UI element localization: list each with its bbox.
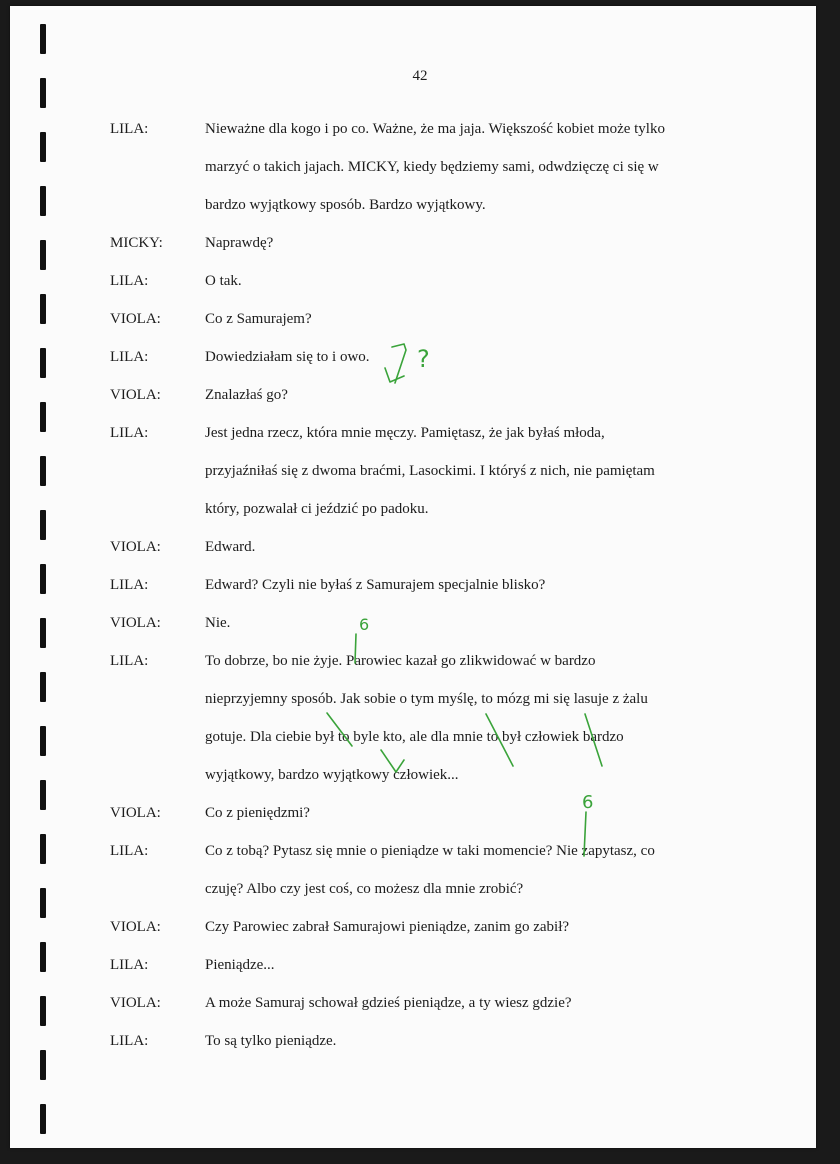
dialogue-row (0, 148, 840, 186)
dialogue-row (0, 566, 840, 604)
dialogue-row (0, 300, 840, 338)
dialogue-row (0, 832, 840, 870)
speaker-name: MICKY: (110, 235, 163, 251)
dialogue-line: Co z Samurajem? (205, 311, 312, 327)
dialogue-line: bardzo wyjątkowy sposób. Bardzo wyjątkowy. (205, 197, 486, 213)
dialogue-line: wyjątkowy, bardzo wyjątkowy człowiek... (205, 767, 459, 783)
dialogue-line: O tak. (205, 273, 242, 289)
dialogue-row (0, 338, 840, 376)
dialogue-row (0, 984, 840, 1022)
dialogue-row (0, 452, 840, 490)
speaker-name: VIOLA: (110, 311, 161, 327)
speaker-name: VIOLA: (110, 919, 161, 935)
dialogue-row (0, 908, 840, 946)
speaker-name: VIOLA: (110, 387, 161, 403)
dialogue-row (0, 1022, 840, 1060)
dialogue-row (0, 756, 840, 794)
dialogue-line: Pieniądze... (205, 957, 275, 973)
dialogue-row (0, 224, 840, 262)
dialogue-row (0, 870, 840, 908)
speaker-name: LILA: (110, 1033, 149, 1049)
dialogue-line: Nie. (205, 615, 231, 631)
dialogue-row (0, 490, 840, 528)
dialogue-line: Nieważne dla kogo i po co. Ważne, że ma jaja. Większość kobiet może tylko (205, 121, 665, 137)
correction-six-mark: 6 (359, 615, 370, 634)
speaker-name: VIOLA: (110, 805, 161, 821)
dialogue-line: To są tylko pieniądze. (205, 1033, 337, 1049)
dialogue-row (0, 262, 840, 300)
dialogue-row (0, 186, 840, 224)
dialogue-line: nieprzyjemny sposób. Jak sobie o tym myślę, to mózg mi się lasuje z żalu (205, 691, 648, 707)
page-number: 42 (412, 68, 428, 84)
correction-question-mark: ? (417, 345, 430, 373)
dialogue-row (0, 110, 840, 148)
dialogue-line: marzyć o takich jajach. MICKY, kiedy będziemy sami, odwdzięczę ci się w (205, 159, 659, 175)
correction-six-mark-2: 6 (582, 792, 594, 813)
dialogue-line: Edward. (205, 539, 256, 555)
dialogue-line: A może Samuraj schował gdzieś pieniądze, a ty wiesz gdzie? (205, 995, 572, 1011)
dialogue-line: To dobrze, bo nie żyje. Parowiec kazał go zlikwidować w bardzo (205, 653, 596, 669)
speaker-name: LILA: (110, 653, 149, 669)
dialogue-line: Co z pieniędzmi? (205, 805, 310, 821)
dialogue-line: gotuje. Dla ciebie był to byle kto, ale dla mnie to był człowiek bardzo (205, 729, 624, 745)
dialogue-row (0, 376, 840, 414)
dialogue-line: czuję? Albo czy jest coś, co możesz dla mnie zrobić? (205, 881, 524, 897)
dialogue-row (0, 642, 840, 680)
dialogue-row (0, 718, 840, 756)
dialogue-line: Co z tobą? Pytasz się mnie o pieniądze w taki momencie? Nie zapytasz, co (205, 843, 655, 859)
speaker-name: LILA: (110, 349, 149, 365)
binding-hole (40, 1104, 46, 1134)
dialogue-line: przyjaźniłaś się z dwoma braćmi, Lasockimi. I któryś z nich, nie pamiętam (205, 463, 655, 479)
dialogue-line: Czy Parowiec zabrał Samurajowi pieniądze, zanim go zabił? (205, 919, 570, 935)
speaker-name: VIOLA: (110, 995, 161, 1011)
dialogue-line: który, pozwalał ci jeździć po padoku. (205, 501, 429, 517)
dialogue-row (0, 946, 840, 984)
speaker-name: LILA: (110, 957, 149, 973)
speaker-name: LILA: (110, 121, 149, 137)
dialogue-line: Edward? Czyli nie byłaś z Samurajem specjalnie blisko? (205, 577, 546, 593)
speaker-name: LILA: (110, 273, 149, 289)
speaker-name: VIOLA: (110, 615, 161, 631)
dialogue-row (0, 680, 840, 718)
dialogue-line: Jest jedna rzecz, która mnie męczy. Pamiętasz, że jak byłaś młoda, (205, 425, 605, 441)
dialogue-row (0, 414, 840, 452)
dialogue-line: Naprawdę? (205, 235, 274, 251)
binding-hole (40, 24, 46, 54)
dialogue-row (0, 604, 840, 642)
dialogue-row (0, 794, 840, 832)
dialogue-row (0, 528, 840, 566)
speaker-name: LILA: (110, 843, 149, 859)
speaker-name: VIOLA: (110, 539, 161, 555)
dialogue-line: Znalazłaś go? (205, 387, 288, 403)
speaker-name: LILA: (110, 577, 149, 593)
speaker-name: LILA: (110, 425, 149, 441)
dialogue-line: Dowiedziałam się to i owo. (205, 349, 370, 365)
